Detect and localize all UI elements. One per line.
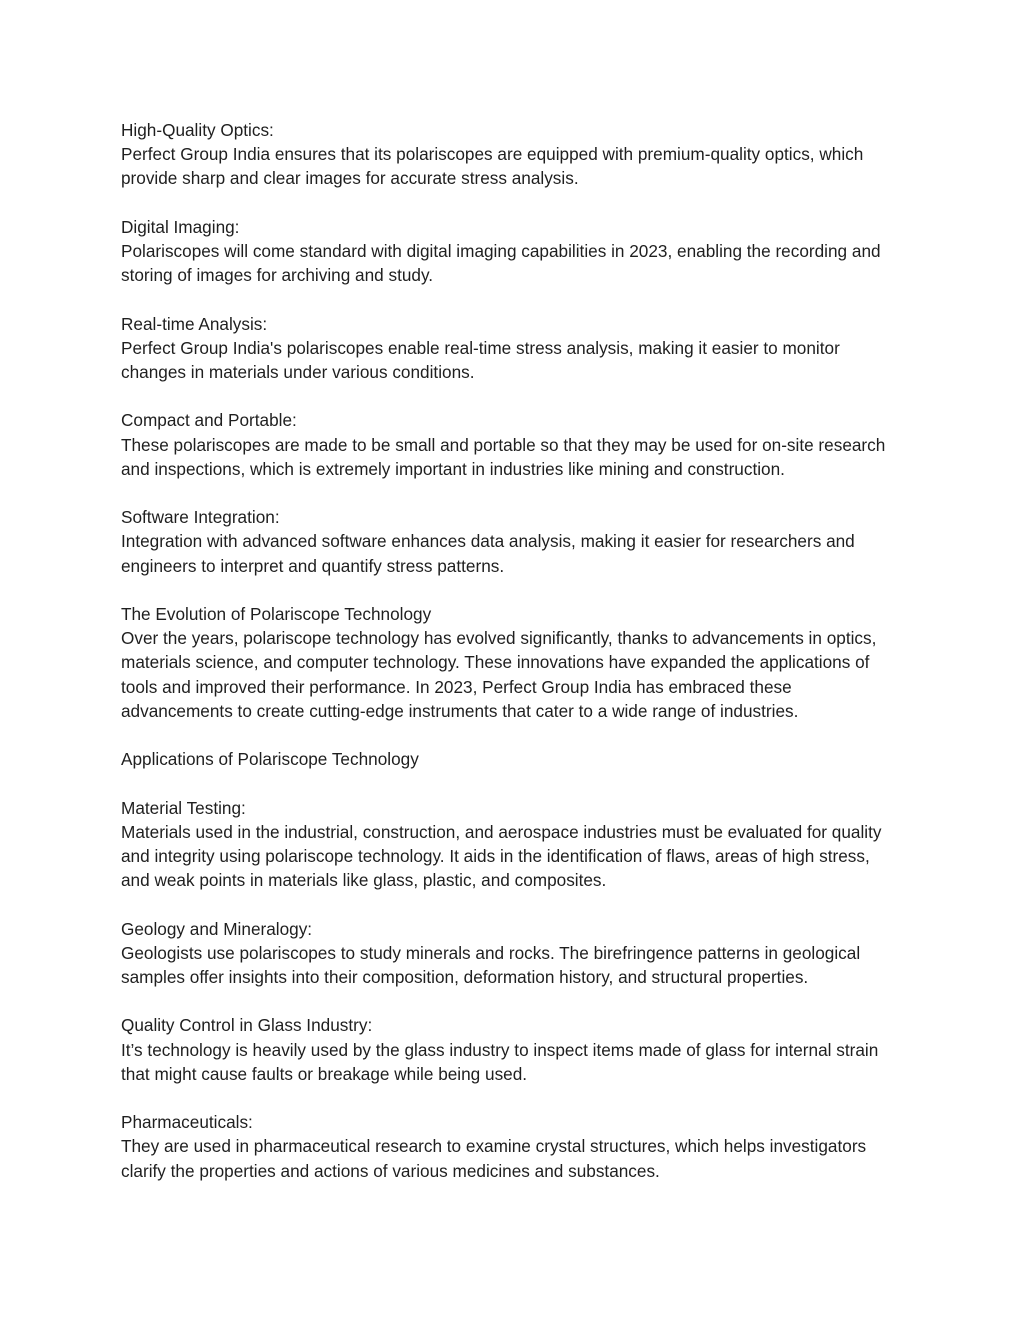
section-heading: Pharmaceuticals: — [121, 1112, 253, 1133]
section-compact-and-portable — [121, 408, 911, 481]
paragraph-line: changes in materials under various conditions. — [121, 362, 475, 382]
section-heading: High-Quality Optics: — [121, 120, 274, 140]
paragraph-line: Over the years, polariscope technology has evolved significantly, thanks to advancements in optics, — [121, 628, 877, 649]
section-heading: Real-time Analysis: — [121, 313, 268, 334]
paragraph-line: storing of images for archiving and study. — [121, 265, 434, 286]
paragraph-line: engineers to interpret and quantify stress patterns. — [121, 555, 505, 576]
section-heading: Geology and Mineralogy: — [121, 918, 313, 939]
section-heading: Quality Control in Glass Industry: — [121, 1015, 373, 1036]
section-applications — [121, 747, 911, 771]
paragraph-line: Polariscopes will come standard with digital imaging capabilities in 2023, enabling the recording and — [121, 241, 881, 261]
paragraph-line: They are used in pharmaceutical research to examine crystal structures, which helps investigators — [121, 1136, 867, 1157]
section-real-time-analysis — [121, 312, 911, 385]
document-page — [121, 118, 911, 1183]
section-glass-quality-control — [121, 1013, 911, 1086]
section-evolution — [121, 602, 911, 723]
section-high-quality-optics — [121, 118, 911, 191]
paragraph-line: Perfect Group India ensures that its polariscopes are equipped with premium-quality optics, which — [121, 144, 864, 165]
paragraph-line: Integration with advanced software enhances data analysis, making it easier for researchers and — [121, 531, 855, 552]
paragraph-line: samples offer insights into their composition, deformation history, and structural properties. — [121, 966, 809, 987]
section-heading: Digital Imaging: — [121, 216, 240, 237]
paragraph-line: and integrity using polariscope technology. It aids in the identification of flaws, areas of high stress, — [121, 845, 870, 866]
paragraph-line: It’s technology is heavily used by the glass industry to inspect items made of glass for internal strain — [121, 1039, 879, 1060]
section-digital-imaging — [121, 215, 911, 288]
section-heading: Software Integration: — [121, 507, 280, 528]
section-heading: The Evolution of Polariscope Technology — [121, 603, 432, 624]
section-pharmaceuticals — [121, 1110, 911, 1183]
paragraph-line: and inspections, which is extremely important in industries like mining and construction. — [121, 458, 785, 479]
paragraph-line: advancements to create cutting-edge instruments that cater to a wide range of industries. — [121, 700, 799, 721]
paragraph-line: These polariscopes are made to be small and portable so that they may be used for on-site research — [121, 434, 886, 455]
paragraph-line: Perfect Group India's polariscopes enable real-time stress analysis, making it easier to monitor — [121, 337, 840, 358]
section-material-testing — [121, 796, 911, 893]
paragraph-line: clarify the properties and actions of various medicines and substances. — [121, 1160, 660, 1181]
section-software-integration — [121, 505, 911, 578]
paragraph-line: provide sharp and clear images for accurate stress analysis. — [121, 168, 579, 189]
paragraph-line: that might cause faults or breakage while being used. — [121, 1063, 528, 1084]
section-heading: Applications of Polariscope Technology — [121, 749, 419, 770]
section-heading: Material Testing: — [121, 797, 246, 818]
paragraph-line: Materials used in the industrial, construction, and aerospace industries must be evaluated for quality — [121, 821, 882, 842]
paragraph-line: materials science, and computer technology. These innovations have expanded the applications of — [121, 652, 870, 673]
paragraph-line: tools and improved their performance. In 2023, Perfect Group India has embraced these — [121, 676, 792, 697]
section-heading: Compact and Portable: — [121, 410, 297, 431]
section-geology-mineralogy — [121, 917, 911, 990]
paragraph-line: and weak points in materials like glass, plastic, and composites. — [121, 870, 607, 891]
paragraph-line: Geologists use polariscopes to study minerals and rocks. The birefringence patterns in geological — [121, 942, 861, 963]
